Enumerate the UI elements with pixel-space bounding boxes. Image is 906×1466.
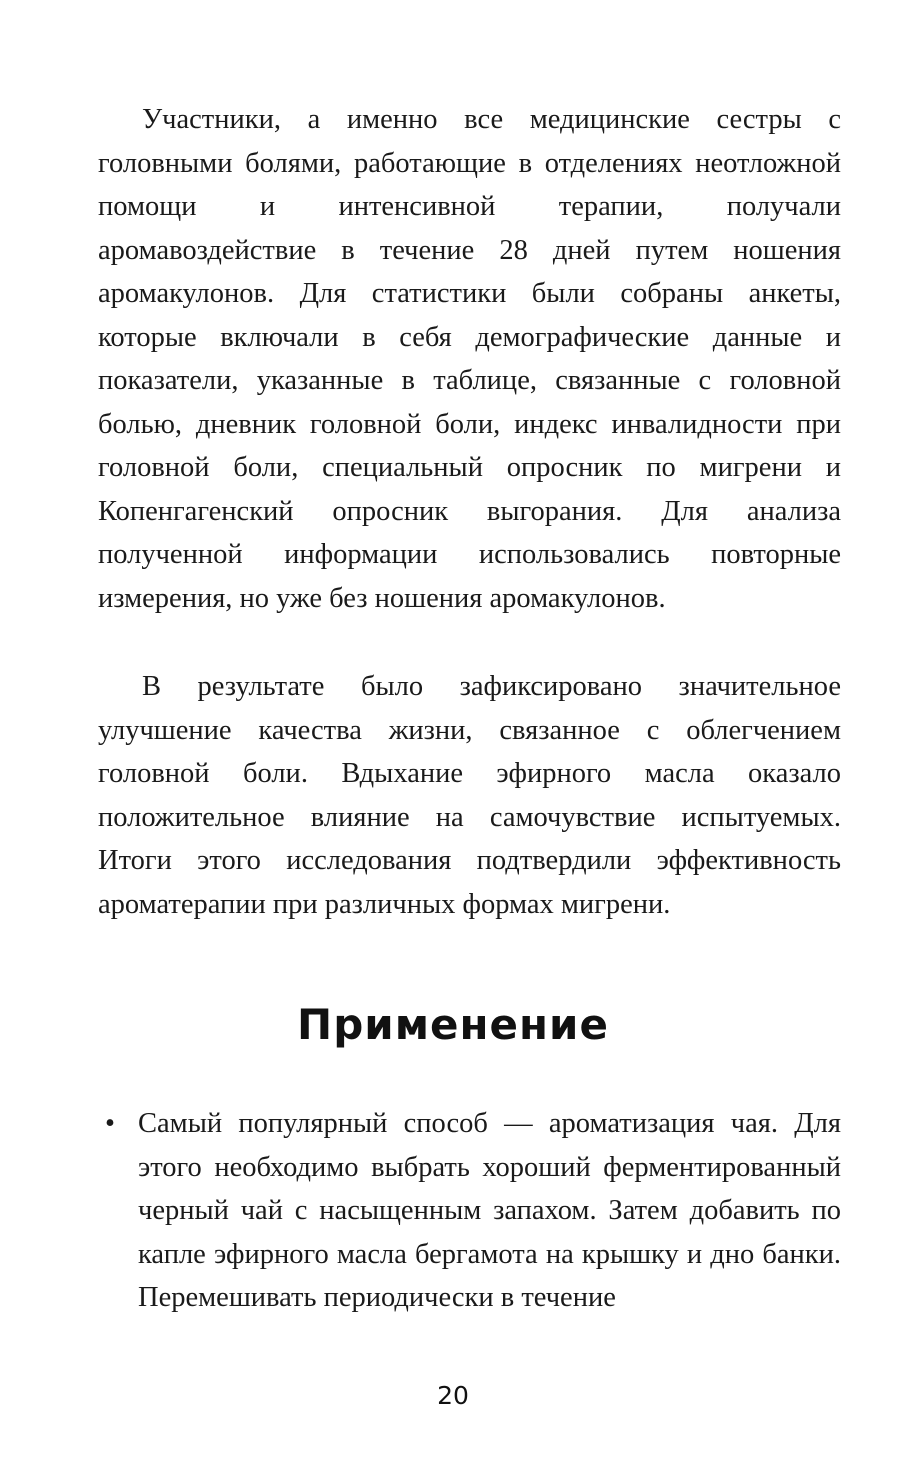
list-item-text: Самый популярный способ — ароматизация чая. Для этого необходимо выбрать хороший ферментированный черный чай с насыщенным запахом. Затем добавить по капле эфирного масла бергамота на крышку и дно банки. Перемешивать периодически в течение — [138, 1108, 841, 1313]
bullet-marker: • — [105, 1108, 115, 1139]
section-heading: Применение — [297, 1000, 609, 1049]
body-paragraph-1 — [98, 98, 841, 620]
paragraph-text: В результате было зафиксировано значительное улучшение качества жизни, связанное с облегчением головной боли. Вдыхание эфирного масла оказало положительное влияние на самочувствие испытуемых. Итоги этого исследования подтвердили эффективность ароматерапии при различных формах мигрени. — [98, 671, 841, 920]
bullet-list — [98, 1102, 841, 1320]
body-paragraph-2 — [98, 665, 841, 926]
list-item — [98, 1102, 841, 1320]
page-number: 20 — [437, 1381, 469, 1410]
paragraph-text: Участники, а именно все медицинские сестры с головными болями, работающие в отделениях неотложной помощи и интенсивной терапии, получали аромавоздействие в течение 28 дней путем ношения аромакулонов. Для статистики были собраны анкеты, которые включали в себя демографические данные и показатели, указанные в таблице, связанные с головной болью, дневник головной боли, индекс инвалидности при головной боли, специальный опросник по мигрени и Копенгагенский опросник выгорания. Для анализа полученной информации использовались повторные измерения, но уже без ношения аромакулонов. — [98, 104, 841, 614]
